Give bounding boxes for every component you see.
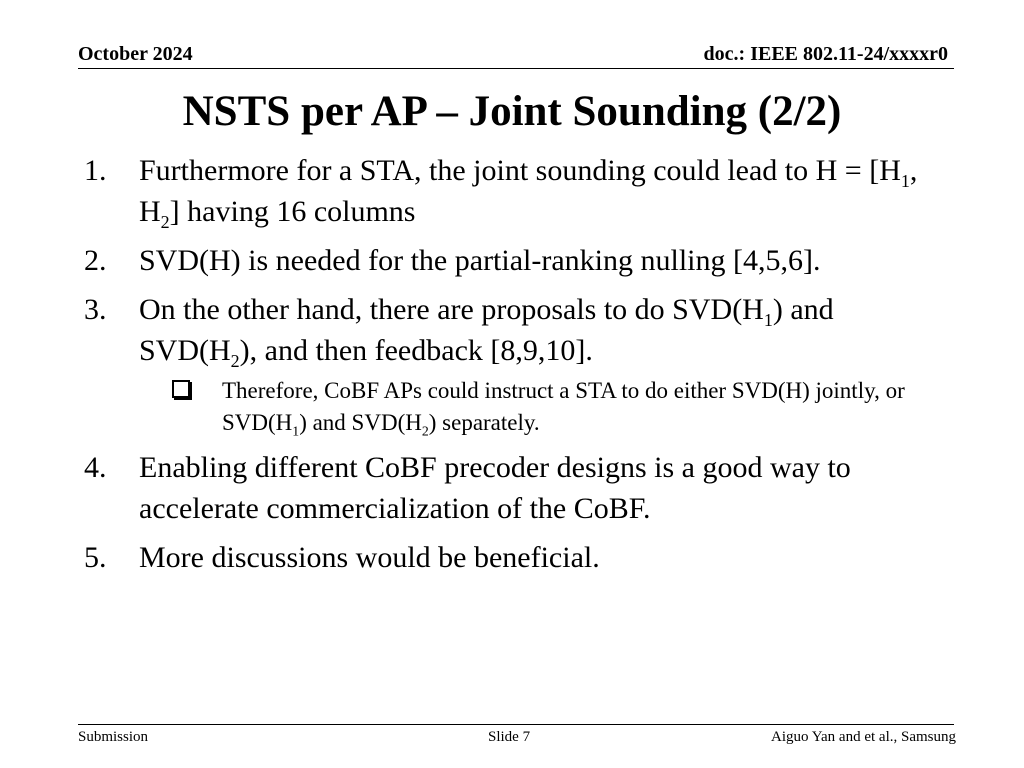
subscript: 1 bbox=[763, 310, 773, 330]
list-item-text: More discussions would be beneficial. bbox=[139, 541, 600, 574]
list-item-3 bbox=[84, 289, 944, 371]
text-part: ) and SVD(H bbox=[299, 410, 422, 435]
subscript: 2 bbox=[230, 351, 240, 371]
text-part: ) separately. bbox=[428, 410, 540, 435]
header-date: October 2024 bbox=[78, 43, 193, 65]
text-part: ] having 16 columns bbox=[169, 195, 416, 228]
text-part: Furthermore for a STA, the joint sounding could lead to H = [H bbox=[139, 154, 901, 187]
list-item-5 bbox=[84, 537, 944, 578]
list-item-4 bbox=[84, 447, 944, 529]
footer-author: Aiguo Yan and et al., Samsung bbox=[771, 729, 956, 745]
subscript: 2 bbox=[421, 423, 429, 439]
list-item-number: 1. bbox=[84, 154, 107, 187]
list-item-text: Enabling different CoBF precoder designs is a good way to accelerate commercialization of the CoBF. bbox=[139, 451, 851, 525]
list-item-number: 5. bbox=[84, 541, 107, 574]
list-item-number: 3. bbox=[84, 293, 107, 326]
list-item-2 bbox=[84, 240, 944, 281]
checkbox-bullet-icon bbox=[172, 380, 190, 398]
list-item-number: 2. bbox=[84, 244, 107, 277]
subscript: 1 bbox=[292, 423, 300, 439]
header-divider bbox=[78, 68, 954, 69]
subscript: 1 bbox=[900, 171, 910, 191]
list-item-1 bbox=[84, 150, 944, 232]
bullet-list bbox=[84, 150, 944, 586]
text-part: ), and then feedback [8,9,10]. bbox=[239, 334, 593, 367]
subscript: 2 bbox=[160, 212, 170, 232]
sub-bullet bbox=[222, 375, 922, 439]
list-item-number: 4. bbox=[84, 451, 107, 484]
header-doc-id: doc.: IEEE 802.11-24/xxxxr0 bbox=[703, 43, 948, 65]
slide-title: NSTS per AP – Joint Sounding (2/2) bbox=[182, 88, 842, 135]
text-part: ) and SVD(H bbox=[139, 293, 834, 367]
footer-divider bbox=[78, 724, 954, 725]
text-part: On the other hand, there are proposals to do SVD(H bbox=[139, 293, 764, 326]
text-part: Therefore, CoBF APs could instruct a STA to do either SVD(H) jointly, or SVD(H bbox=[222, 378, 905, 435]
list-item-text: SVD(H) is needed for the partial-ranking nulling [4,5,6]. bbox=[139, 244, 821, 277]
footer-submission: Submission bbox=[78, 729, 149, 745]
text-part: , H bbox=[139, 154, 918, 228]
footer-slide-number: Slide 7 bbox=[488, 729, 531, 745]
